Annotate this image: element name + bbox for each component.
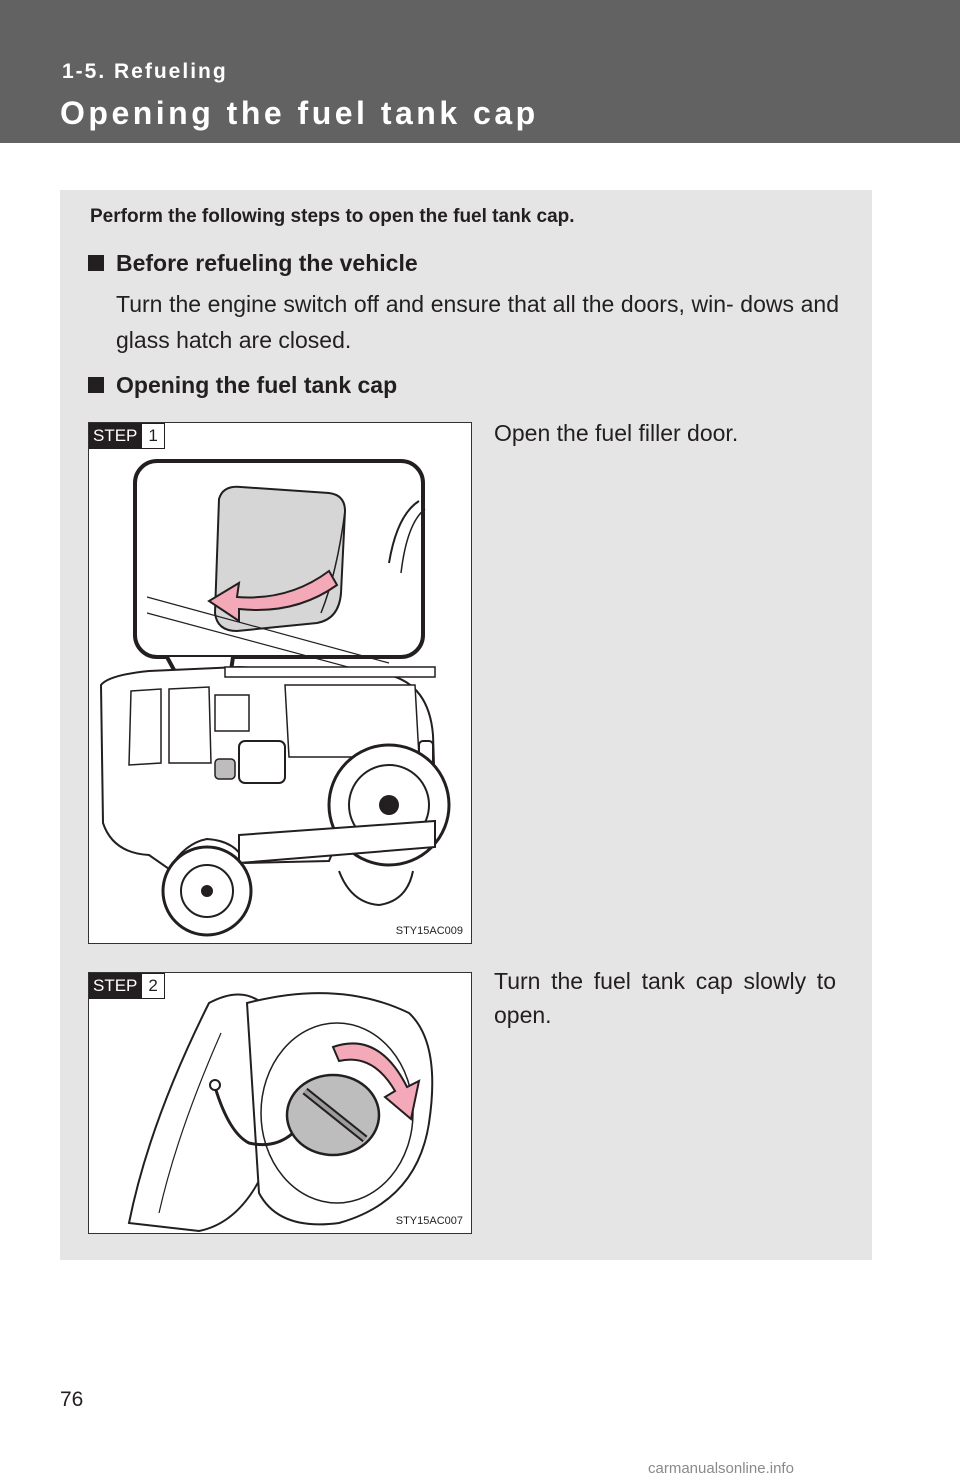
square-bullet-icon [88, 255, 104, 271]
figure-code: STY15AC007 [395, 1215, 463, 1227]
content-panel [60, 190, 872, 1260]
figure-code: STY15AC009 [395, 925, 463, 937]
vehicle-fuel-door-illustration-icon [89, 423, 472, 944]
page-title: Opening the fuel tank cap [60, 95, 539, 131]
subheading-before-refueling [88, 250, 418, 277]
step-2-figure [88, 972, 472, 1234]
step-2-badge [89, 973, 165, 999]
page-header [0, 0, 960, 143]
intro-text: Perform the following steps to open the fuel tank cap. [90, 206, 575, 227]
step-word: STEP [89, 423, 141, 449]
watermark: carmanualsonline.info [648, 1460, 794, 1477]
page-number: 76 [60, 1388, 84, 1411]
subheading-opening-cap [88, 372, 397, 399]
step-1-text: Open the fuel filler door. [494, 420, 739, 446]
subheading-label: Opening the fuel tank cap [116, 372, 398, 398]
subheading-label: Before refueling the vehicle [116, 250, 418, 276]
before-refueling-text: Turn the engine switch off and ensure that all the doors, win- dows and glass hatch are closed. [116, 291, 839, 353]
square-bullet-icon [88, 377, 104, 393]
step-number: 1 [141, 423, 164, 449]
step-1-badge [89, 423, 165, 449]
fuel-cap-illustration-icon [89, 973, 472, 1234]
step-2-text: Turn the fuel tank cap slowly to open. [494, 968, 836, 1028]
step-number: 2 [141, 973, 164, 999]
section-label: 1-5. Refueling [62, 60, 228, 83]
step-1-figure [88, 422, 472, 944]
step-word: STEP [89, 973, 141, 999]
